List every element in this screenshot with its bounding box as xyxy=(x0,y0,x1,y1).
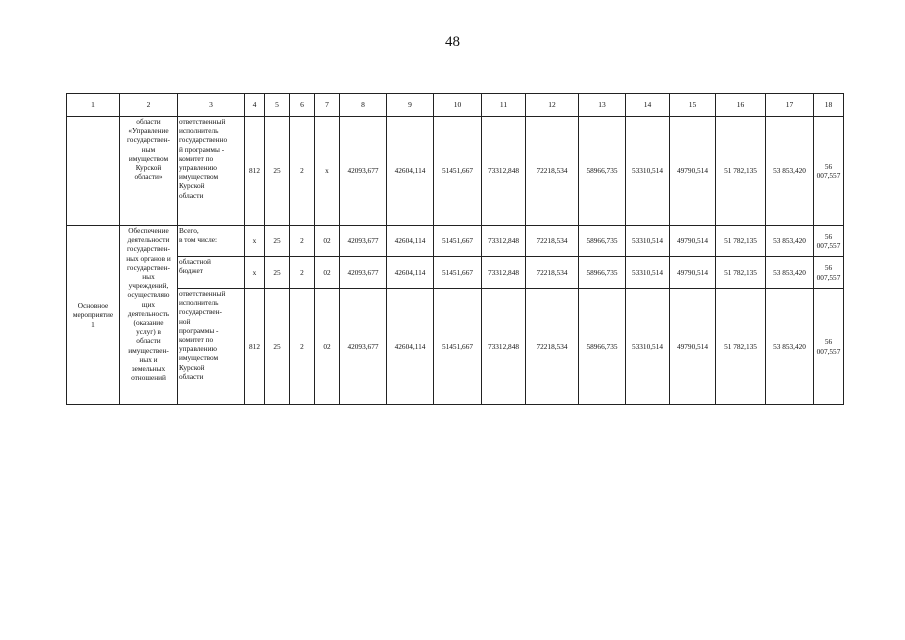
cell-text-line: области» xyxy=(134,172,163,182)
executor-cell xyxy=(178,289,245,405)
section-code-cell: 25 xyxy=(265,226,290,257)
cell-text-line: государствен- xyxy=(127,135,170,145)
program-name-cell xyxy=(120,117,178,226)
value-2018-cell: 72218,534 xyxy=(526,226,579,257)
value-2015-cell: 42604,114 xyxy=(387,117,434,226)
value-2015-cell: 42604,114 xyxy=(387,226,434,257)
column-header: 11 xyxy=(482,94,526,117)
cell-text-line: области xyxy=(136,336,161,346)
value-2019-cell: 58966,735 xyxy=(579,257,626,289)
cell-text-line: имуществом xyxy=(179,353,219,363)
value-2024-cell: 56 007,557 xyxy=(814,257,844,289)
value-2022-cell: 51 782,135 xyxy=(716,117,766,226)
value-2014-cell: 42093,677 xyxy=(340,289,387,405)
value-2019-cell: 58966,735 xyxy=(579,289,626,405)
value-2020-cell: 53310,514 xyxy=(626,257,670,289)
cell-text-line: Всего, xyxy=(179,226,199,235)
header-row xyxy=(67,94,844,117)
cell-text-line: в том числе: xyxy=(179,235,218,245)
value-2023-cell: 53 853,420 xyxy=(766,117,814,226)
cell-text-line: областной xyxy=(179,257,211,266)
cell-text-line: управлению xyxy=(179,163,217,173)
measure-cell xyxy=(67,117,120,226)
cell-text-line: области xyxy=(179,190,204,200)
column-header: 15 xyxy=(670,94,716,117)
cell-text-line: ным xyxy=(141,144,156,154)
value-2021-cell: 49790,514 xyxy=(670,117,716,226)
column-header: 13 xyxy=(579,94,626,117)
cell-text-line: Курской xyxy=(179,362,205,372)
column-header: 14 xyxy=(626,94,670,117)
value-2021-cell: 49790,514 xyxy=(670,289,716,405)
value-2019-cell: 58966,735 xyxy=(579,117,626,226)
column-header: 10 xyxy=(434,94,482,117)
value-2017-cell: 73312,848 xyxy=(482,289,526,405)
grbs-code-cell: 812 xyxy=(245,289,265,405)
value-2020-cell: 53310,514 xyxy=(626,226,670,257)
value-2014-cell: 42093,677 xyxy=(340,226,387,257)
cell-text-line: комитет по xyxy=(179,153,214,163)
cell-text-line: комитет по xyxy=(179,335,214,345)
subsection-code-cell: 2 xyxy=(290,289,315,405)
cell-text-line: деятельность xyxy=(127,308,170,318)
value-2024-cell: 56 007,557 xyxy=(814,117,844,226)
target-article-code-cell: 02 xyxy=(315,226,340,257)
column-header: 7 xyxy=(315,94,340,117)
value-2024-cell: 56 007,557 xyxy=(814,226,844,257)
value-2018-cell: 72218,534 xyxy=(526,257,579,289)
column-header: 18 xyxy=(814,94,844,117)
subsection-code-cell: 2 xyxy=(290,117,315,226)
target-article-code-cell: 02 xyxy=(315,289,340,405)
cell-text-line: бюджет xyxy=(179,266,203,276)
cell-text-line: имуществом xyxy=(179,172,219,182)
cell-text-line: ответственный xyxy=(179,289,226,298)
target-article-code-cell: х xyxy=(315,117,340,226)
measure-name-cell xyxy=(120,226,178,405)
grbs-code-cell: х xyxy=(245,257,265,289)
cell-text-line: государствен- xyxy=(127,262,170,272)
value-2018-cell: 72218,534 xyxy=(526,289,579,405)
value-2020-cell: 53310,514 xyxy=(626,117,670,226)
value-2016-cell: 51451,667 xyxy=(434,117,482,226)
table-row xyxy=(67,226,844,257)
value-2018-cell: 72218,534 xyxy=(526,117,579,226)
value-2022-cell: 51 782,135 xyxy=(716,289,766,405)
cell-text-line: Курской xyxy=(135,163,162,173)
value-2023-cell: 53 853,420 xyxy=(766,257,814,289)
column-header: 3 xyxy=(178,94,245,117)
cell-text-line: земельных xyxy=(131,364,166,374)
cell-text-line: Основное xyxy=(77,301,109,311)
funding-source-cell xyxy=(178,257,245,289)
column-header: 17 xyxy=(766,94,814,117)
cell-text-line: (оказание xyxy=(133,318,164,328)
cell-text-line: «Управление xyxy=(128,126,169,136)
value-2023-cell: 53 853,420 xyxy=(766,289,814,405)
page-number: 48 xyxy=(445,34,460,50)
funding-source-cell xyxy=(178,226,245,257)
column-header: 12 xyxy=(526,94,579,117)
executor-cell xyxy=(178,117,245,226)
column-header: 6 xyxy=(290,94,315,117)
cell-text-line: отношений xyxy=(131,373,166,383)
value-2024-cell: 56 007,557 xyxy=(814,289,844,405)
value-2021-cell: 49790,514 xyxy=(670,257,716,289)
value-2023-cell: 53 853,420 xyxy=(766,226,814,257)
cell-text-line: учреждений, xyxy=(128,281,169,291)
value-2015-cell: 42604,114 xyxy=(387,257,434,289)
section-code-cell: 25 xyxy=(265,257,290,289)
value-2017-cell: 73312,848 xyxy=(482,257,526,289)
value-2017-cell: 73312,848 xyxy=(482,226,526,257)
cell-text-line: й программы - xyxy=(179,144,225,154)
cell-text-line: ной xyxy=(179,316,191,326)
cell-text-line: ответственный xyxy=(179,117,226,126)
target-article-code-cell: 02 xyxy=(315,257,340,289)
value-2017-cell: 73312,848 xyxy=(482,117,526,226)
cell-text-line: ных органов и xyxy=(126,253,171,263)
column-header: 5 xyxy=(265,94,290,117)
grbs-code-cell: 812 xyxy=(245,117,265,226)
budget-table xyxy=(66,93,844,405)
cell-text-line: ных и xyxy=(139,354,158,364)
cell-text-line: исполнитель xyxy=(179,126,219,136)
cell-text-line: Курской xyxy=(179,181,205,191)
cell-text-line: услуг) в xyxy=(136,327,161,337)
cell-text-line: мероприятие xyxy=(72,310,114,320)
column-header: 8 xyxy=(340,94,387,117)
cell-text-line: щих xyxy=(141,299,156,309)
cell-text-line: имуществен- xyxy=(128,345,169,355)
section-code-cell: 25 xyxy=(265,289,290,405)
value-2019-cell: 58966,735 xyxy=(579,226,626,257)
cell-text-line: ных xyxy=(142,272,155,282)
value-2016-cell: 51451,667 xyxy=(434,289,482,405)
value-2014-cell: 42093,677 xyxy=(340,257,387,289)
value-2016-cell: 51451,667 xyxy=(434,226,482,257)
section-code-cell: 25 xyxy=(265,117,290,226)
cell-text-line: исполнитель xyxy=(179,298,219,308)
table-row xyxy=(67,289,844,405)
table-row xyxy=(67,117,844,226)
subsection-code-cell: 2 xyxy=(290,257,315,289)
cell-text-line: Обеспечение xyxy=(128,226,169,235)
cell-text-line: управлению xyxy=(179,344,217,354)
column-header: 4 xyxy=(245,94,265,117)
value-2022-cell: 51 782,135 xyxy=(716,226,766,257)
measure-cell xyxy=(67,226,120,405)
cell-text-line: 1 xyxy=(91,319,95,329)
table-row xyxy=(67,257,844,289)
cell-text-line: деятельности xyxy=(127,235,170,245)
cell-text-line: области xyxy=(136,117,161,126)
value-2022-cell: 51 782,135 xyxy=(716,257,766,289)
value-2016-cell: 51451,667 xyxy=(434,257,482,289)
value-2020-cell: 53310,514 xyxy=(626,289,670,405)
column-header: 9 xyxy=(387,94,434,117)
subsection-code-cell: 2 xyxy=(290,226,315,257)
column-header: 16 xyxy=(716,94,766,117)
grbs-code-cell: х xyxy=(245,226,265,257)
cell-text-line: осуществляю xyxy=(127,290,170,300)
column-header: 2 xyxy=(120,94,178,117)
value-2014-cell: 42093,677 xyxy=(340,117,387,226)
column-header: 1 xyxy=(67,94,120,117)
value-2021-cell: 49790,514 xyxy=(670,226,716,257)
cell-text-line: государственно xyxy=(179,135,228,145)
cell-text-line: имуществом xyxy=(128,153,169,163)
cell-text-line: государствен- xyxy=(127,244,170,254)
value-2015-cell: 42604,114 xyxy=(387,289,434,405)
cell-text-line: области xyxy=(179,371,204,381)
cell-text-line: государствен- xyxy=(179,307,222,317)
cell-text-line: программы - xyxy=(179,325,219,335)
